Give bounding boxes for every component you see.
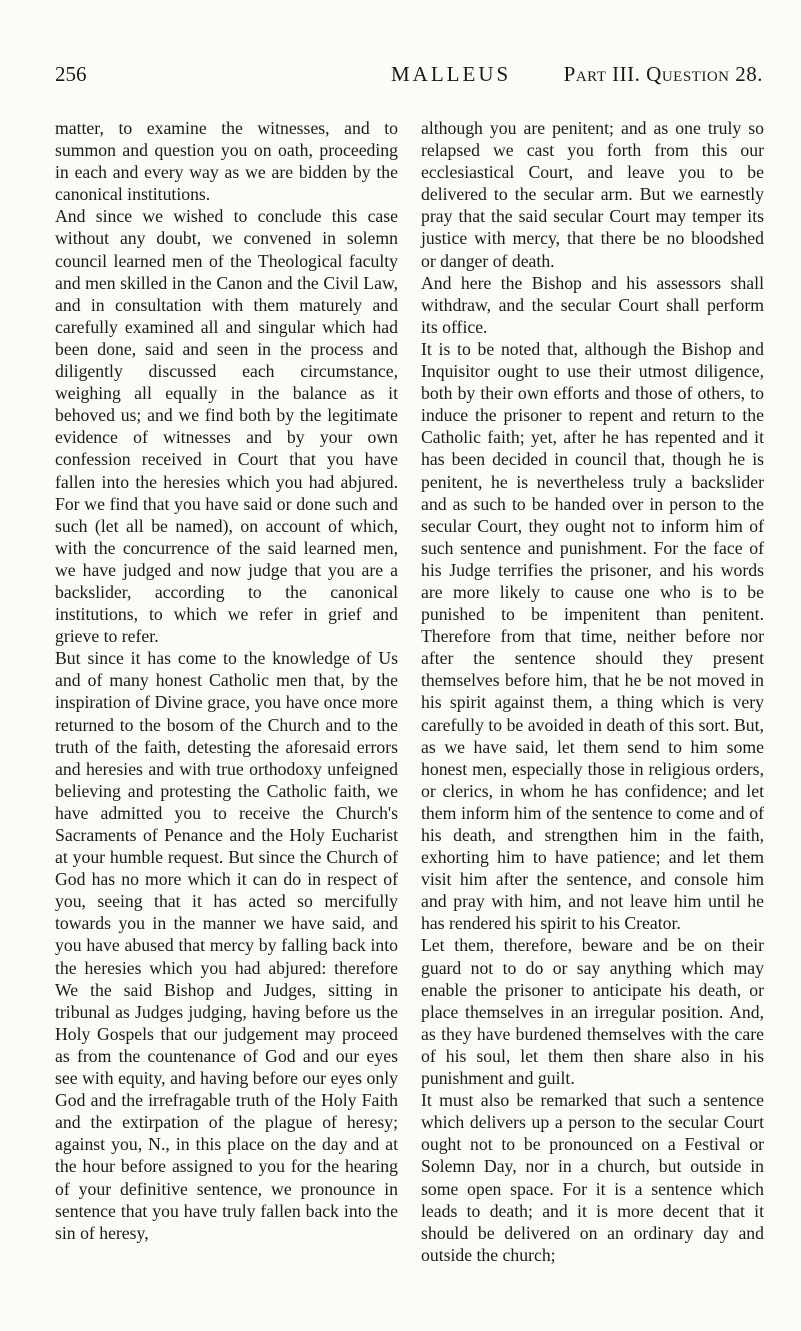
paragraph: And since we wished to conclude this case without any doubt, we convened in solemn council learned men of the Theological faculty and men skilled in the Canon and the Civil Law, and in consultation with them maturely and carefully examined all and singular which had been done, said and seen in the process and diligently discussed each circumstance, weighing all equally in the balance as it behoved us; and we find both by the legitimate evidence of witnesses and by your own confession received in Court that you have fallen into the heresies which you had abjured. For we find that you have said or done such and such (let all be named), on account of which, with the concurrence of the said learned men, we have judged and now judge that you are a backslider, according to the canonical institutions, to which we refer in grief and grieve to refer. xyxy=(55,206,398,647)
paragraph: And here the Bishop and his assessors shall withdraw, and the secular Court shall perform its office. xyxy=(421,272,764,337)
section-label: Part III. Question 28. xyxy=(563,62,763,86)
running-title: MALLEUS xyxy=(391,62,512,86)
page-header xyxy=(55,62,763,92)
paragraph: although you are penitent; and as one truly so relapsed we cast you forth from this our ecclesiastical Court, and leave you to be delivered to the secular arm. But we earnestly pray that the said secular Court may temper its justice with mercy, that there be no bloodshed or danger of death. xyxy=(421,118,764,271)
paragraph: matter, to examine the witnesses, and to summon and question you on oath, proceeding in each and every way as we are bidden by the canonical institutions. xyxy=(55,118,398,205)
right-column xyxy=(421,117,764,1266)
left-column xyxy=(55,117,398,1244)
paragraph: But since it has come to the knowledge of Us and of many honest Catholic men that, by the inspiration of Divine grace, you have once more returned to the bosom of the Church and to the truth of the faith, detesting the aforesaid errors and heresies and with true orthodoxy unfeigned believing and protesting the Catholic faith, we have admitted you to receive the Church's Sacraments of Penance and the Holy Eucharist at your humble request. But since the Church of God has no more which it can do in respect of you, seeing that it has acted so mercifully towards you in the manner we have said, and you have abused that mercy by falling back into the heresies which you had abjured: therefore We the said Bishop and Judges, sitting in tribunal as Judges judging, having before us the Holy Gospels that our judgement may proceed as from the countenance of God and our eyes see with equity, and having before our eyes only God and the irrefragable truth of the Holy Faith and the extirpation of the plague of heresy; against you, N., in this place on the day and at the hour before assigned to you for the hearing of your definitive sentence, we pronounce in sentence that you have truly fallen back into the sin of heresy, xyxy=(55,648,398,1243)
paragraph: It is to be noted that, although the Bishop and Inquisitor ought to use their utmost diligence, both by their own efforts and those of others, to induce the prisoner to repent and return to the Catholic faith; yet, after he has repented and it has been decided in council that, though he is penitent, he is nevertheless truly a backslider and as such to be handed over in person to the secular Court, they ought not to inform him of such sentence and punishment. For the face of his Judge terrifies the prisoner, and his words are more likely to cause one who is to be punished to be impenitent than penitent. Therefore from that time, neither before nor after the sentence should they present themselves before him, that he be not moved in his spirit against them, a thing which is very carefully to be avoided in death of this sort. But, as we have said, let them send to him some honest men, especially those in religious orders, or clerics, in whom he has confidence; and let them inform him of the sentence to come and of his death, and strengthen him in the faith, exhorting him to have patience; and let them visit him after the sentence, and console him and pray with him, and not leave him until he has rendered his spirit to his Creator. xyxy=(421,338,764,934)
paragraph: Let them, therefore, beware and be on their guard not to do or say anything which may enable the prisoner to anticipate his death, or place themselves in an irregular position. And, as they have burdened themselves with the care of his soul, let them then share also in his punishment and guilt. xyxy=(421,935,764,1089)
page-number: 256 xyxy=(55,62,87,86)
paragraph: It must also be remarked that such a sentence which delivers up a person to the secular Court ought not to be pronounced on a Festival or Solemn Day, nor in a church, but outside in some open space. For it is a sentence which leads to death; and it is more decent that it should be delivered on an ordinary day and outside the church; xyxy=(421,1090,764,1265)
